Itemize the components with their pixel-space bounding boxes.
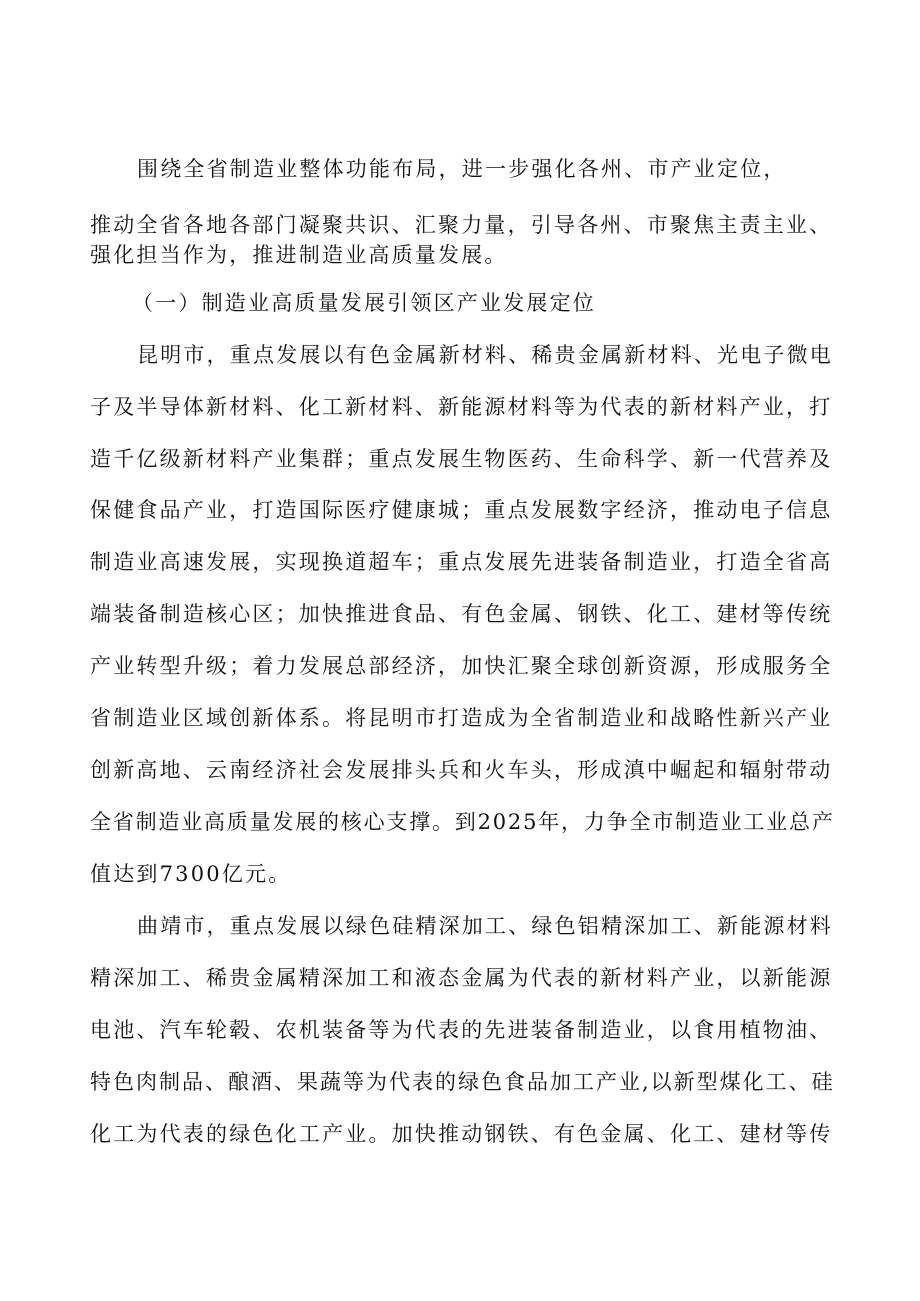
text-line: 保健食品产业，打造国际医疗健康城；重点发展数字经济，推动电子信息 (90, 498, 833, 522)
text-line: 创新高地、云南经济社会发展排头兵和火车头，形成滇中崛起和辐射带动 (90, 758, 833, 782)
text-line: 子及半导体新材料、化工新材料、新能源材料等为代表的新材料产业，打 (90, 395, 833, 419)
section-heading: （一）制造业高质量发展引领区产业发展定位 (132, 291, 596, 315)
text-line: 围绕全省制造业整体功能布局，进一步强化各州、市产业定位， (137, 157, 787, 181)
text-line: 全省制造业高质量发展的核心支撑。到2025年，力争全市制造业工业总产 (90, 810, 835, 834)
text-line: 电池、汽车轮毂、农机装备等为代表的先进装备制造业，以食用植物油、 (90, 1018, 833, 1042)
text-line: 造千亿级新材料产业集群；重点发展生物医药、生命科学、新一代营养及 (90, 447, 833, 471)
text-line: 强化担当作为，推进制造业高质量发展。 (90, 243, 508, 267)
text-line: 制造业高速发展，实现换道超车；重点发展先进装备制造业，打造全省高 (90, 550, 833, 574)
text-line: 推动全省各地各部门凝聚共识、汇聚力量，引导各州、市聚焦主责主业、 (90, 213, 833, 237)
text-line: 值达到7300亿元。 (90, 862, 292, 886)
text-line: 昆明市，重点发展以有色金属新材料、稀贵金属新材料、光电子微电 (137, 343, 833, 367)
text-line: 特色肉制品、酿酒、果蔬等为代表的绿色食品加工产业,以新型煤化工、硅 (90, 1070, 835, 1094)
text-line: 省制造业区域创新体系。将昆明市打造成为全省制造业和战略性新兴产业 (90, 706, 833, 730)
text-line: 精深加工、稀贵金属精深加工和液态金属为代表的新材料产业，以新能源 (90, 966, 833, 990)
text-line: 产业转型升级；着力发展总部经济，加快汇聚全球创新资源，形成服务全 (90, 654, 833, 678)
text-line: 端装备制造核心区；加快推进食品、有色金属、钢铁、化工、建材等传统 (90, 602, 833, 626)
text-line: 化工为代表的绿色化工产业。加快推动钢铁、有色金属、化工、建材等传 (90, 1122, 833, 1146)
text-line: 曲靖市，重点发展以绿色硅精深加工、绿色铝精深加工、新能源材料 (137, 914, 833, 938)
